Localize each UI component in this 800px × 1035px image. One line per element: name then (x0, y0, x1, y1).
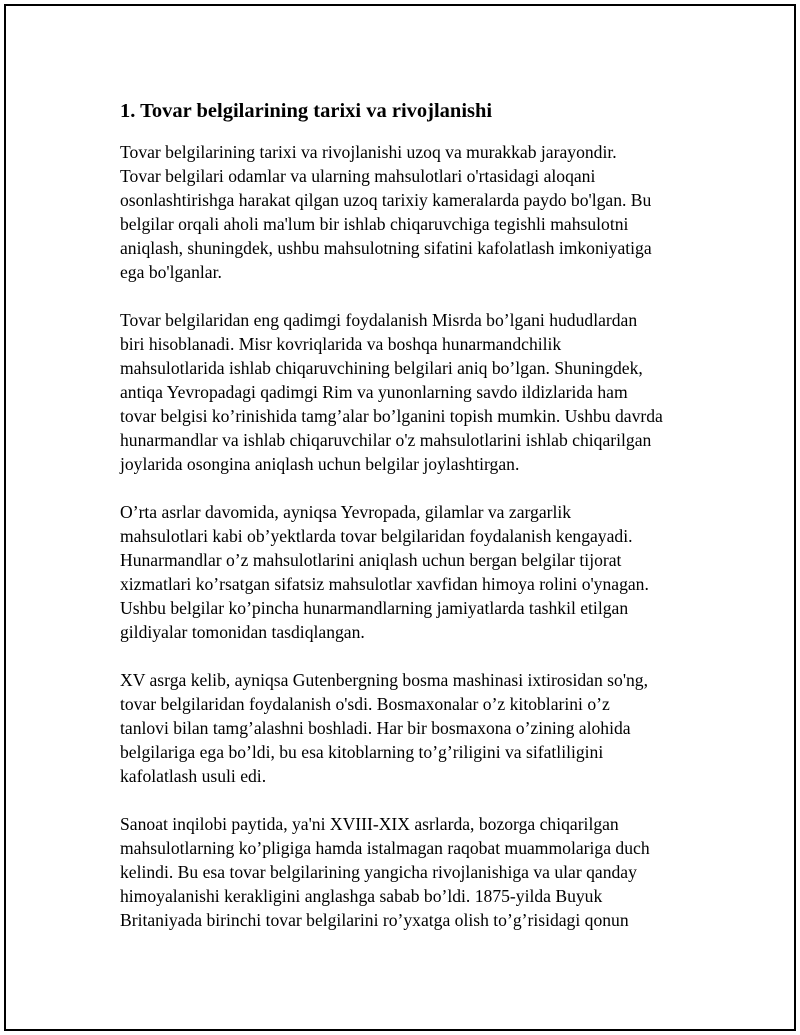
text-line: Tovar belgilaridan eng qadimgi foydalanish Misrda bo’lgani hududlardan (120, 310, 638, 330)
text-line: tovar belgisi ko’rinishida tamg’alar bo’lganini topish mumkin. Ushbu davrda (120, 406, 663, 426)
text-line: kelindi. Bu esa tovar belgilarining yangicha rivojlanishiga va ular qanday (120, 862, 637, 882)
paragraph-4 (120, 668, 700, 788)
text-line: himoyalanishi kerakligini anglashga sabab bo’ldi. 1875-yilda Buyuk (120, 886, 603, 906)
text-line: tanlovi bilan tamg’alashni boshladi. Har bir bosmaxona o’zining alohida (120, 718, 631, 738)
text-line: mahsulotlarning ko’pligiga hamda istalmagan raqobat muammolariga duch (120, 838, 650, 858)
section-heading: 1. Tovar belgilarining tarixi va rivojlanishi (120, 100, 493, 122)
text-line: Ushbu belgilar ko’pincha hunarmandlarning jamiyatlarda tashkil etilgan (120, 598, 629, 618)
text-line: Tovar belgilari odamlar va ularning mahsulotlari o'rtasidagi aloqani (120, 166, 596, 186)
text-line: Tovar belgilarining tarixi va rivojlanishi uzoq va murakkab jarayondir. (120, 142, 617, 162)
text-line: antiqa Yevropadagi qadimgi Rim va yunonlarning savdo ildizlarida ham (120, 382, 628, 402)
text-line: belgilar orqali aholi ma'lum bir ishlab chiqaruvchiga tegishli mahsulotni (120, 214, 629, 234)
text-line: Britaniyada birinchi tovar belgilarini ro’yxatga olish to’g’risidagi qonun (120, 910, 629, 930)
text-line: belgilariga ega bo’ldi, bu esa kitoblarning to’g’riligini va sifatliligini (120, 742, 604, 762)
text-line: joylarida osongina aniqlash uchun belgilar joylashtirgan. (120, 454, 520, 474)
text-line: O’rta asrlar davomida, ayniqsa Yevropada, gilamlar va zargarlik (120, 502, 572, 522)
text-line: Sanoat inqilobi paytida, ya'ni XVIII-XIX asrlarda, bozorga chiqarilgan (120, 814, 619, 834)
text-line: aniqlash, shuningdek, ushbu mahsulotning sifatini kafolatlash imkoniyatiga (120, 238, 652, 258)
text-line: kafolatlash usuli edi. (120, 766, 267, 786)
paragraph-3 (120, 500, 700, 644)
text-line: ega bo'lganlar. (120, 262, 222, 282)
paragraph-1 (120, 140, 700, 284)
text-line: tovar belgilaridan foydalanish o'sdi. Bosmaxonalar o’z kitoblarini o’z (120, 694, 610, 714)
text-line: xizmatlari ko’rsatgan sifatsiz mahsulotlar xavfidan himoya rolini o'ynagan. (120, 574, 649, 594)
text-line: osonlashtirishga harakat qilgan uzoq tarixiy kameralarda paydo bo'lgan. Bu (120, 190, 652, 210)
paragraph-5 (120, 812, 700, 932)
text-line: mahsulotlari kabi ob’yektlarda tovar belgilaridan foydalanish kengayadi. (120, 526, 633, 546)
document-page (4, 4, 796, 1031)
text-line: XV asrga kelib, ayniqsa Gutenbergning bosma mashinasi ixtirosidan so'ng, (120, 670, 648, 690)
text-line: biri hisoblanadi. Misr kovriqlarida va boshqa hunarmandchilik (120, 334, 562, 354)
text-line: hunarmandlar va ishlab chiqaruvchilar o'z mahsulotlarini ishlab chiqarilgan (120, 430, 652, 450)
text-line: gildiyalar tomonidan tasdiqlangan. (120, 622, 365, 642)
text-line: mahsulotlarida ishlab chiqaruvchining belgilari aniq bo’lgan. Shuningdek, (120, 358, 643, 378)
document-body (120, 98, 700, 956)
paragraph-2 (120, 308, 700, 476)
text-line: Hunarmandlar o’z mahsulotlarini aniqlash uchun bergan belgilar tijorat (120, 550, 622, 570)
